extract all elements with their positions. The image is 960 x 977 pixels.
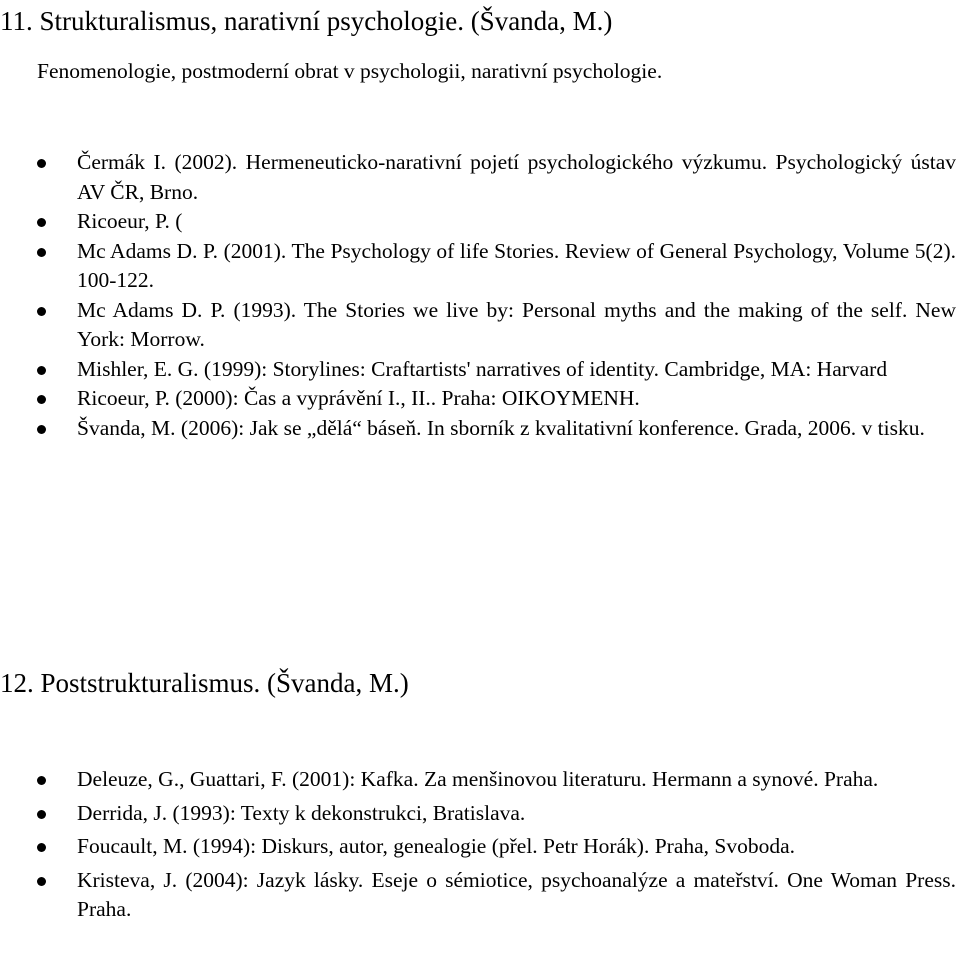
reference-text: Derrida, J. (1993): Texty k dekonstrukci, Bratislava. [77, 800, 526, 825]
reference-item [0, 237, 960, 296]
bullet-icon [37, 307, 46, 316]
bullet-icon [37, 843, 46, 852]
reference-item [0, 799, 960, 829]
reference-text: Mc Adams D. P. (2001). The Psychology of life Stories. Review of General Psychology, Volume 5(2). 100-122. [77, 238, 956, 292]
reference-item [0, 148, 960, 207]
reference-text: Švanda, M. (2006): Jak se „dělá“ báseň. In sborník z kvalitativní konference. Grada, 2006. v tisku. [77, 415, 925, 440]
reference-text: Deleuze, G., Guattari, F. (2001): Kafka. Za menšinovou literaturu. Hermann a synové. Praha. [77, 767, 879, 791]
reference-item [0, 384, 960, 414]
bullet-icon [37, 248, 46, 257]
bullet-icon [37, 366, 46, 375]
bullet-icon [37, 877, 46, 886]
reference-text: Kristeva, J. (2004): Jazyk lásky. Eseje o sémiotice, psychoanalýze a mateřství. One Woman Press. Praha. [77, 867, 956, 921]
reference-item [0, 296, 960, 355]
reference-text: Foucault, M. (1994): Diskurs, autor, genealogie (přel. Petr Horák). Praha, Svoboda. [77, 834, 796, 858]
section-11-reference-list [0, 148, 960, 443]
reference-text: Ricoeur, P. (2000): Čas a vyprávění I., II.. Praha: OIKOYMENH. [77, 386, 640, 410]
reference-item [0, 414, 960, 444]
reference-item [0, 832, 960, 862]
reference-text: Ricoeur, P. ( [77, 209, 183, 233]
section-12-reference-list [0, 765, 960, 929]
bullet-icon [37, 395, 46, 404]
reference-text: Mc Adams D. P. (1993). The Stories we live by: Personal myths and the making of the self. New York: Morrow. [77, 297, 956, 351]
reference-text: Mishler, E. G. (1999): Storylines: Craftartists' narratives of identity. Cambridge, MA: Harvard [77, 356, 888, 381]
bullet-icon [37, 776, 46, 785]
reference-text: Čermák I. (2002). Hermeneuticko-narativní pojetí psychologického výzkumu. Psychologický ústav AV ČR, Brno. [77, 150, 956, 204]
bullet-icon [37, 810, 46, 819]
section-12-heading: 12. Poststrukturalismus. (Švanda, M.) [0, 668, 409, 698]
bullet-icon [37, 159, 46, 168]
bullet-icon [37, 218, 46, 227]
bullet-icon [37, 425, 46, 434]
reference-item [0, 765, 960, 795]
reference-item [0, 355, 960, 385]
section-11-subtitle: Fenomenologie, postmoderní obrat v psychologii, narativní psychologie. [37, 59, 663, 83]
reference-item [0, 866, 960, 925]
reference-item [0, 207, 960, 237]
section-11-heading: 11. Strukturalismus, narativní psychologie. (Švanda, M.) [0, 6, 613, 36]
